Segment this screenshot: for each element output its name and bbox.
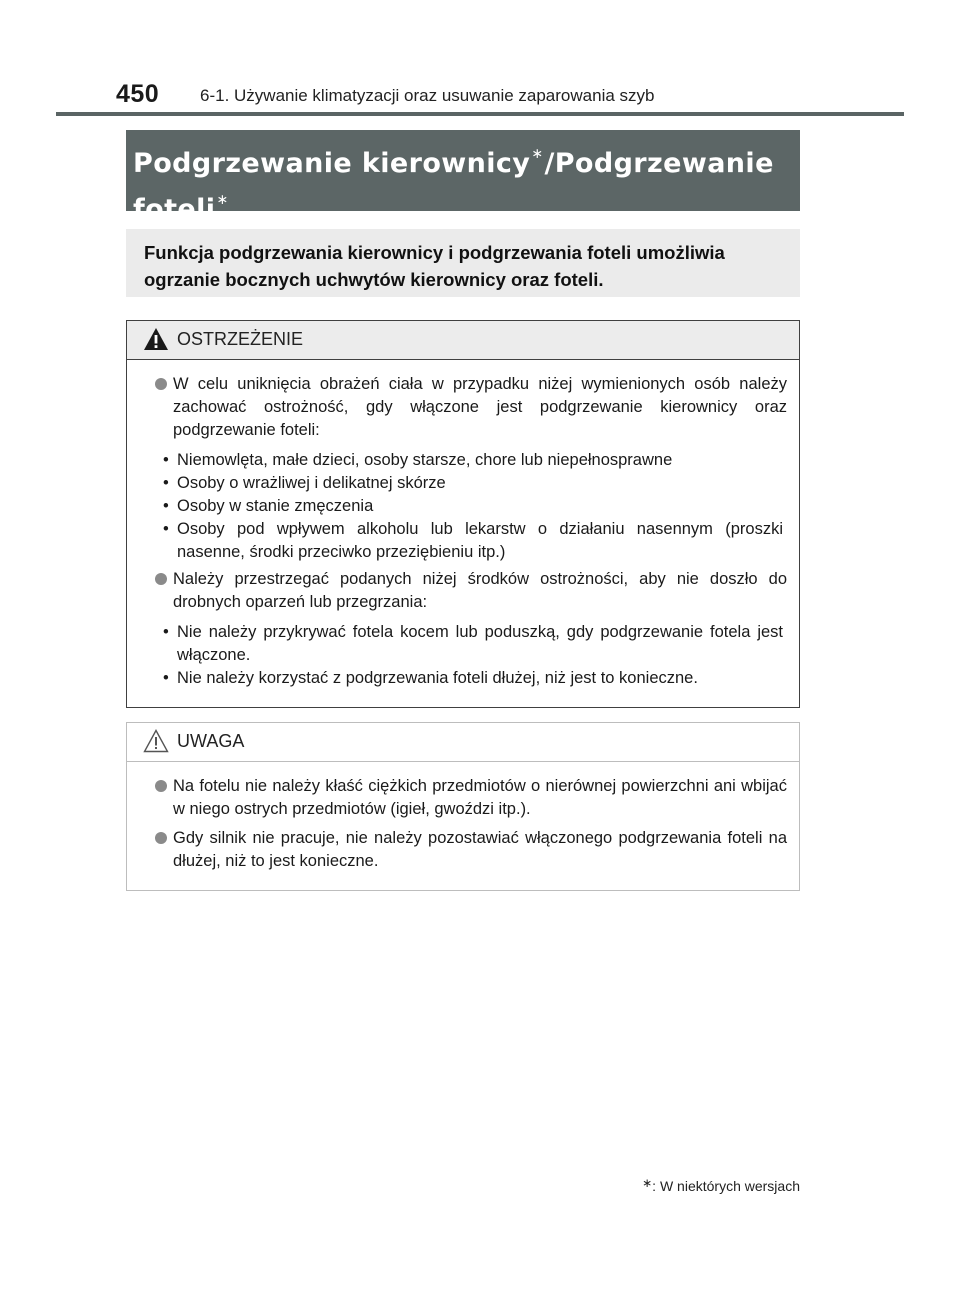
warning-sublist-2 xyxy=(163,621,783,690)
caution-item-1 xyxy=(155,775,787,821)
warning-item-2-text: Należy przestrzegać podanych niżej środków ostrożności, aby nie doszło do drobnych oparzeń lub przegrzania: xyxy=(173,570,787,611)
title-part-2: /Podgrzewanie xyxy=(544,148,774,179)
warning-sublist-1 xyxy=(163,449,783,564)
caution-header xyxy=(127,723,799,762)
bullet-dot: • xyxy=(163,520,169,538)
title-part-1: Podgrzewanie kierownicy xyxy=(133,148,531,179)
page-number: 450 xyxy=(116,80,160,108)
bullet-icon xyxy=(155,378,167,390)
intro-text: Funkcja podgrzewania kierownicy i podgrzewania foteli umożliwia ogrzanie bocznych uchwytów kierownicy oraz foteli. xyxy=(126,229,800,297)
caution-box xyxy=(126,722,800,891)
bullet-dot: • xyxy=(163,474,169,492)
bullet-dot: • xyxy=(163,623,169,641)
caution-item-2 xyxy=(155,827,787,873)
list-item: • Niemowlęta, małe dzieci, osoby starsze, chore lub niepełnosprawne xyxy=(163,449,783,472)
warning-item-1-text: W celu uniknięcia obrażeń ciała w przypadku niżej wymienionych osób należy zachować ostrożność, gdy włączone jest podgrzewanie kierownicy oraz podgrzewanie foteli: xyxy=(173,375,787,439)
title-part-3: foteli xyxy=(133,194,216,225)
caution-item-1-text: Na fotelu nie należy kłaść ciężkich przedmiotów o nierównej powierzchni ani wbijać w niego ostrych przedmiotów (igieł, gwoździ itp.). xyxy=(173,777,787,818)
footnote xyxy=(642,1176,800,1194)
section-title: 6-1. Używanie klimatyzacji oraz usuwanie zaparowania szyb xyxy=(200,86,655,105)
list-item: • Nie należy przykrywać fotela kocem lub poduszką, gdy podgrzewanie fotela jest włączone. xyxy=(163,623,783,664)
bullet-icon xyxy=(155,573,167,585)
title-asterisk-1: ∗ xyxy=(531,146,544,162)
bullet-dot: • xyxy=(163,669,169,687)
bullet-icon xyxy=(155,780,167,792)
bullet-icon xyxy=(155,832,167,844)
warning-header xyxy=(127,321,799,360)
caution-title: UWAGA xyxy=(177,731,245,751)
warning-box xyxy=(126,320,800,708)
page-title xyxy=(126,130,800,225)
warning-item-1 xyxy=(155,373,787,442)
title-asterisk-2: ∗ xyxy=(216,192,229,208)
list-item: • Nie należy korzystać z podgrzewania foteli dłużej, niż jest to konieczne. xyxy=(163,667,783,690)
caution-item-2-text: Gdy silnik nie pracuje, nie należy pozostawiać włączonego podgrzewania foteli na dłużej, niż to jest konieczne. xyxy=(173,829,787,870)
warning-item-2 xyxy=(155,568,787,614)
list-item: • Osoby o wrażliwej i delikatnej skórze xyxy=(163,472,783,495)
warning-title: OSTRZEŻENIE xyxy=(177,329,304,349)
list-item: • Osoby pod wpływem alkoholu lub lekarstw o działaniu nasennym (proszki nasenne, środki przeciwko przeziębieniu itp.) xyxy=(163,520,783,561)
footnote-text: : W niektórych wersjach xyxy=(652,1178,800,1194)
caution-triangle-icon xyxy=(143,729,169,753)
bullet-dot: • xyxy=(163,451,169,469)
page-header xyxy=(116,80,906,112)
footnote-asterisk: ∗ xyxy=(642,1176,653,1190)
list-item: • Osoby w stanie zmęczenia xyxy=(163,495,783,518)
bullet-dot: • xyxy=(163,497,169,515)
warning-triangle-icon xyxy=(143,327,169,351)
header-divider xyxy=(56,112,904,116)
